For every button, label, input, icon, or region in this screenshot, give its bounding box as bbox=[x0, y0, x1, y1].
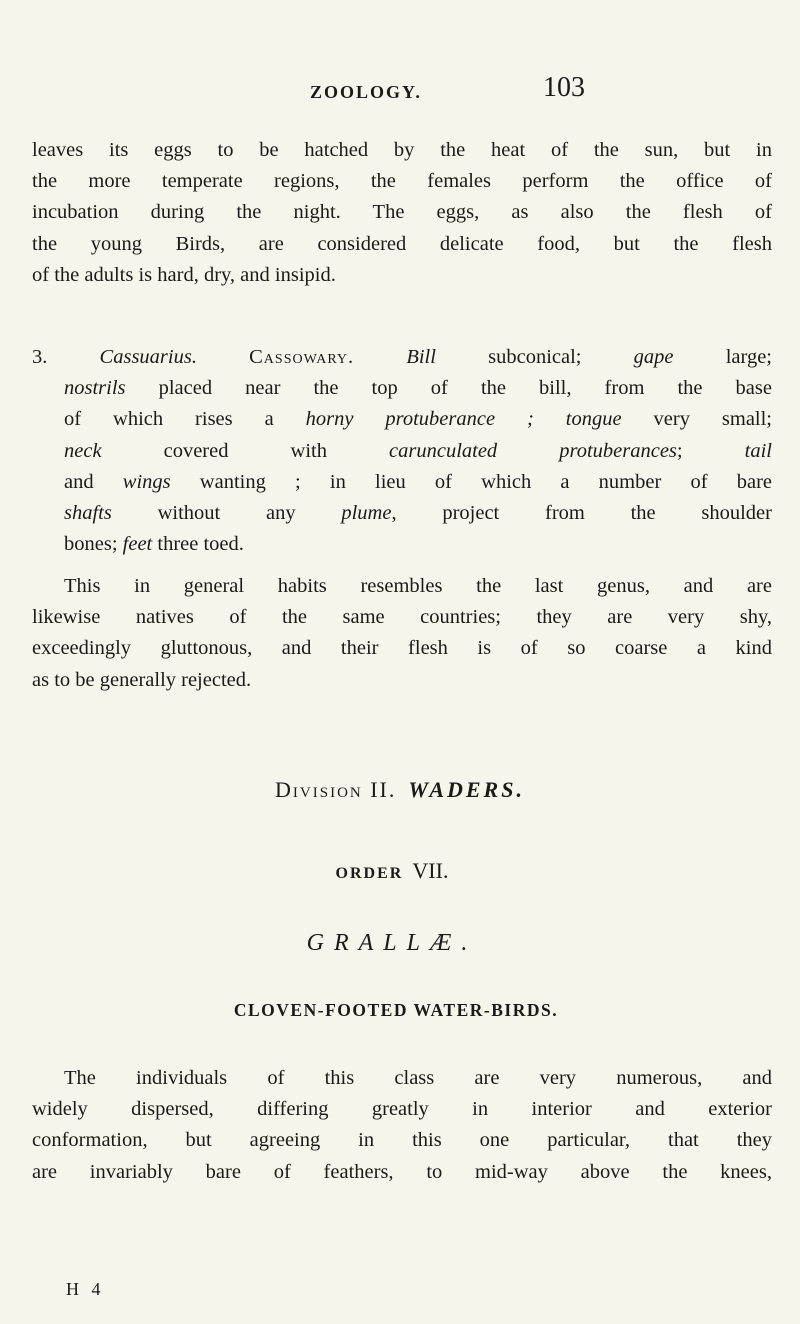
genus-common-name: Cassowary. bbox=[249, 346, 355, 368]
text-line: This in general habits resembles the last genus, and are bbox=[64, 575, 772, 597]
term-shafts: shafts bbox=[64, 502, 112, 525]
text-line bbox=[32, 373, 772, 404]
text-run: wanting ; in lieu of which a number of bare bbox=[170, 470, 772, 493]
division-label: Division II. bbox=[275, 777, 397, 802]
text-line bbox=[32, 404, 772, 435]
text-line: widely dispersed, differing greatly in interior and exterior bbox=[32, 1098, 772, 1121]
term-nostrils: nostrils bbox=[64, 377, 126, 400]
term-bill: Bill bbox=[406, 346, 436, 368]
term-horny-protuberance: horny protuberance ; bbox=[305, 408, 534, 431]
text-line: likewise natives of the same countries; they are very shy, bbox=[32, 606, 772, 629]
term-neck: neck bbox=[64, 439, 102, 462]
text-run: of which rises a bbox=[64, 408, 306, 431]
text-line bbox=[32, 498, 772, 529]
text-run: covered with bbox=[101, 439, 390, 462]
text-line: of the adults is hard, dry, and insipid. bbox=[32, 263, 336, 286]
order-title: GRALLÆ. bbox=[306, 930, 478, 956]
term-tail: tail bbox=[744, 439, 772, 462]
text-run: three toed. bbox=[152, 533, 244, 556]
genus-number: 3. bbox=[32, 346, 48, 368]
genus-name: Cassuarius. bbox=[99, 346, 197, 368]
text-line: leaves its eggs to be hatched by the heat of the sun, but in bbox=[32, 139, 772, 161]
term-tongue: tongue bbox=[565, 408, 622, 431]
term-feet: feet bbox=[122, 533, 153, 556]
text-line: are invariably bare of feathers, to mid-way above the knees, bbox=[32, 1160, 772, 1183]
text-line: conformation, but agreeing in this one particular, that they bbox=[32, 1129, 772, 1152]
text-run: and bbox=[64, 470, 123, 493]
running-head: ZOOLOGY. bbox=[310, 82, 422, 102]
text-line: incubation during the night. The eggs, as also the flesh of bbox=[32, 201, 772, 224]
text-run: very small; bbox=[621, 408, 773, 431]
text-run: , project from the shoulder bbox=[391, 502, 772, 525]
term-wings: wings bbox=[122, 470, 171, 493]
order-subtitle: CLOVEN-FOOTED WATER-BIRDS. bbox=[233, 1000, 559, 1020]
text-line bbox=[32, 342, 772, 373]
term-gape: gape bbox=[633, 346, 674, 368]
text-line: The individuals of this class are very numerous, and bbox=[64, 1067, 772, 1089]
order-label: ORDER bbox=[335, 865, 404, 882]
text-run: subconical; bbox=[435, 346, 634, 368]
text-line: the young Birds, are considered delicate food, but the flesh bbox=[32, 232, 772, 255]
text-line bbox=[32, 529, 772, 560]
text-run: placed near the top of the bill, from the base bbox=[125, 377, 772, 400]
text-line: as to be generally rejected. bbox=[32, 668, 252, 691]
text-line: the more temperate regions, the females perform the office of bbox=[32, 170, 772, 193]
genus-entry-cassuarius bbox=[32, 342, 772, 560]
paragraph-cassowary-habits bbox=[32, 571, 772, 696]
text-line bbox=[32, 436, 772, 467]
text-line: exceedingly gluttonous, and their flesh is of so coarse a kind bbox=[32, 637, 772, 660]
text-run: bones; bbox=[64, 533, 123, 556]
term-carunculated: carunculated protuberances bbox=[389, 439, 677, 462]
paragraph-grallae-intro bbox=[32, 1063, 772, 1188]
page-number: 103 bbox=[543, 72, 585, 103]
signature-mark: H 4 bbox=[66, 1279, 105, 1299]
text-run: large; bbox=[673, 346, 772, 368]
text-run: ; bbox=[676, 439, 683, 462]
order-heading bbox=[0, 858, 792, 884]
division-title: WADERS. bbox=[408, 777, 525, 802]
term-plume: plume bbox=[341, 502, 392, 525]
text-run: without any bbox=[111, 502, 342, 525]
order-numeral: VII. bbox=[412, 858, 449, 883]
division-heading bbox=[0, 777, 800, 803]
paragraph-ostrich-continuation bbox=[32, 135, 772, 291]
text-line bbox=[32, 467, 772, 498]
